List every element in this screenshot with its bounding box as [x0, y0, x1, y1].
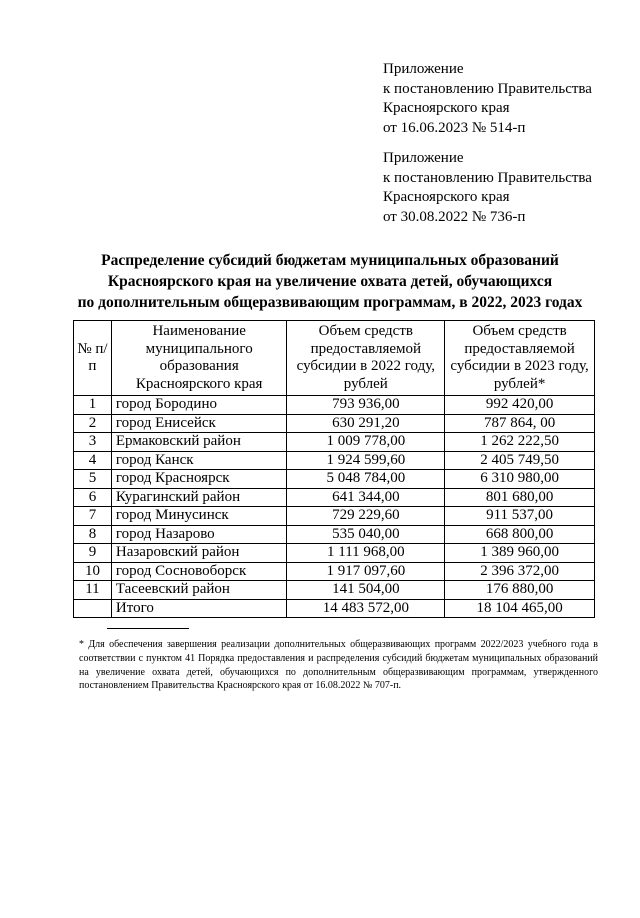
- row-value-2022: 641 344,00: [287, 488, 445, 507]
- row-value-2022: 1 924 599,60: [287, 451, 445, 470]
- row-municipality: Назаровский район: [111, 544, 287, 563]
- header-2022: Объем средств предоставляемой субсидии в 2022 году, рублей: [287, 321, 445, 396]
- row-number: 10: [74, 562, 112, 581]
- row-value-2023: 787 864, 00: [445, 414, 595, 433]
- appendix-line: от 30.08.2022 № 736-п: [383, 208, 526, 225]
- row-value-2023: 6 310 980,00: [445, 470, 595, 489]
- row-value-2022: 14 483 572,00: [287, 599, 445, 618]
- table-row: [74, 562, 595, 581]
- row-municipality: город Бородино: [111, 396, 287, 415]
- row-number: 9: [74, 544, 112, 563]
- appendix-line: Приложение: [383, 61, 464, 77]
- table-row: [74, 470, 595, 489]
- table-row: [74, 544, 595, 563]
- row-number: 8: [74, 525, 112, 544]
- table-body: [74, 396, 595, 618]
- row-value-2023: 18 104 465,00: [445, 599, 595, 618]
- row-municipality: Ермаковский район: [111, 433, 287, 452]
- table-row: [74, 451, 595, 470]
- row-municipality: город Красноярск: [111, 470, 287, 489]
- row-municipality: Тасеевский район: [111, 581, 287, 600]
- header-name: Наименование муниципального образования Красноярского края: [111, 321, 287, 396]
- row-value-2023: 911 537,00: [445, 507, 595, 526]
- row-municipality: Курагинский район: [111, 488, 287, 507]
- row-number: 3: [74, 433, 112, 452]
- total-row: [74, 599, 595, 618]
- row-number: 7: [74, 507, 112, 526]
- table-row: [74, 507, 595, 526]
- subsidy-table: [73, 320, 595, 618]
- table-row: [74, 396, 595, 415]
- row-value-2023: 176 880,00: [445, 581, 595, 600]
- row-value-2022: 141 504,00: [287, 581, 445, 600]
- row-municipality: город Сосновоборск: [111, 562, 287, 581]
- row-value-2022: 630 291,20: [287, 414, 445, 433]
- row-value-2023: 992 420,00: [445, 396, 595, 415]
- row-number: 1: [74, 396, 112, 415]
- row-municipality: город Назарово: [111, 525, 287, 544]
- table-row: [74, 414, 595, 433]
- header-2023: Объем средств предоставляемой субсидии в 2023 году, рублей*: [445, 321, 595, 396]
- appendix-line: Красноярского края: [383, 189, 510, 205]
- table-row: [74, 525, 595, 544]
- row-value-2022: 5 048 784,00: [287, 470, 445, 489]
- row-number: [74, 599, 112, 618]
- table-header-row: [74, 321, 595, 396]
- document-title: [60, 250, 600, 313]
- appendix-line: Красноярского края: [383, 100, 510, 116]
- row-value-2022: 1 009 778,00: [287, 433, 445, 452]
- footnote-divider: [107, 628, 189, 629]
- row-municipality: город Енисейск: [111, 414, 287, 433]
- table-row: [74, 581, 595, 600]
- row-value-2023: 1 389 960,00: [445, 544, 595, 563]
- table-row: [74, 488, 595, 507]
- appendix-header-original: [383, 149, 633, 227]
- row-value-2023: 801 680,00: [445, 488, 595, 507]
- row-value-2022: 729 229,60: [287, 507, 445, 526]
- row-number: 11: [74, 581, 112, 600]
- row-value-2022: 1 917 097,60: [287, 562, 445, 581]
- appendix-line: к постановлению Правительства: [383, 80, 592, 97]
- appendix-header-current: [383, 60, 633, 138]
- row-number: 4: [74, 451, 112, 470]
- row-number: 6: [74, 488, 112, 507]
- row-number: 2: [74, 414, 112, 433]
- row-value-2023: 2 396 372,00: [445, 562, 595, 581]
- row-municipality: город Минусинск: [111, 507, 287, 526]
- row-value-2023: 1 262 222,50: [445, 433, 595, 452]
- title-line: Распределение субсидий бюджетам муниципальных образований: [101, 252, 559, 269]
- row-number: 5: [74, 470, 112, 489]
- row-value-2023: 2 405 749,50: [445, 451, 595, 470]
- row-value-2023: 668 800,00: [445, 525, 595, 544]
- row-value-2022: 535 040,00: [287, 525, 445, 544]
- row-value-2022: 1 111 968,00: [287, 544, 445, 563]
- table-row: [74, 433, 595, 452]
- appendix-line: к постановлению Правительства: [383, 169, 592, 186]
- appendix-line: от 16.06.2023 № 514-п: [383, 119, 526, 136]
- row-value-2022: 793 936,00: [287, 396, 445, 415]
- header-num: № п/п: [74, 321, 112, 396]
- title-line: Красноярского края на увеличение охвата детей, обучающихся: [107, 273, 553, 290]
- appendix-line: Приложение: [383, 150, 464, 166]
- footnote: * Для обеспечения завершения реализации дополнительных общеразвивающих программ 2022/2023 учебного года в соответствии с пунктом 41 Порядка предоставления и распределения субсидий бюджетам муниципальных образований на увеличение охвата детей, обучающихся по дополнительным общеразвивающим программам, утвержденного постановлением Правительства Красноярского края от 16.08.2022 № 707-п.: [79, 639, 598, 692]
- title-line: по дополнительным общеразвивающим программам, в 2022, 2023 годах: [77, 294, 583, 311]
- row-municipality: город Канск: [111, 451, 287, 470]
- row-municipality: Итого: [111, 599, 287, 618]
